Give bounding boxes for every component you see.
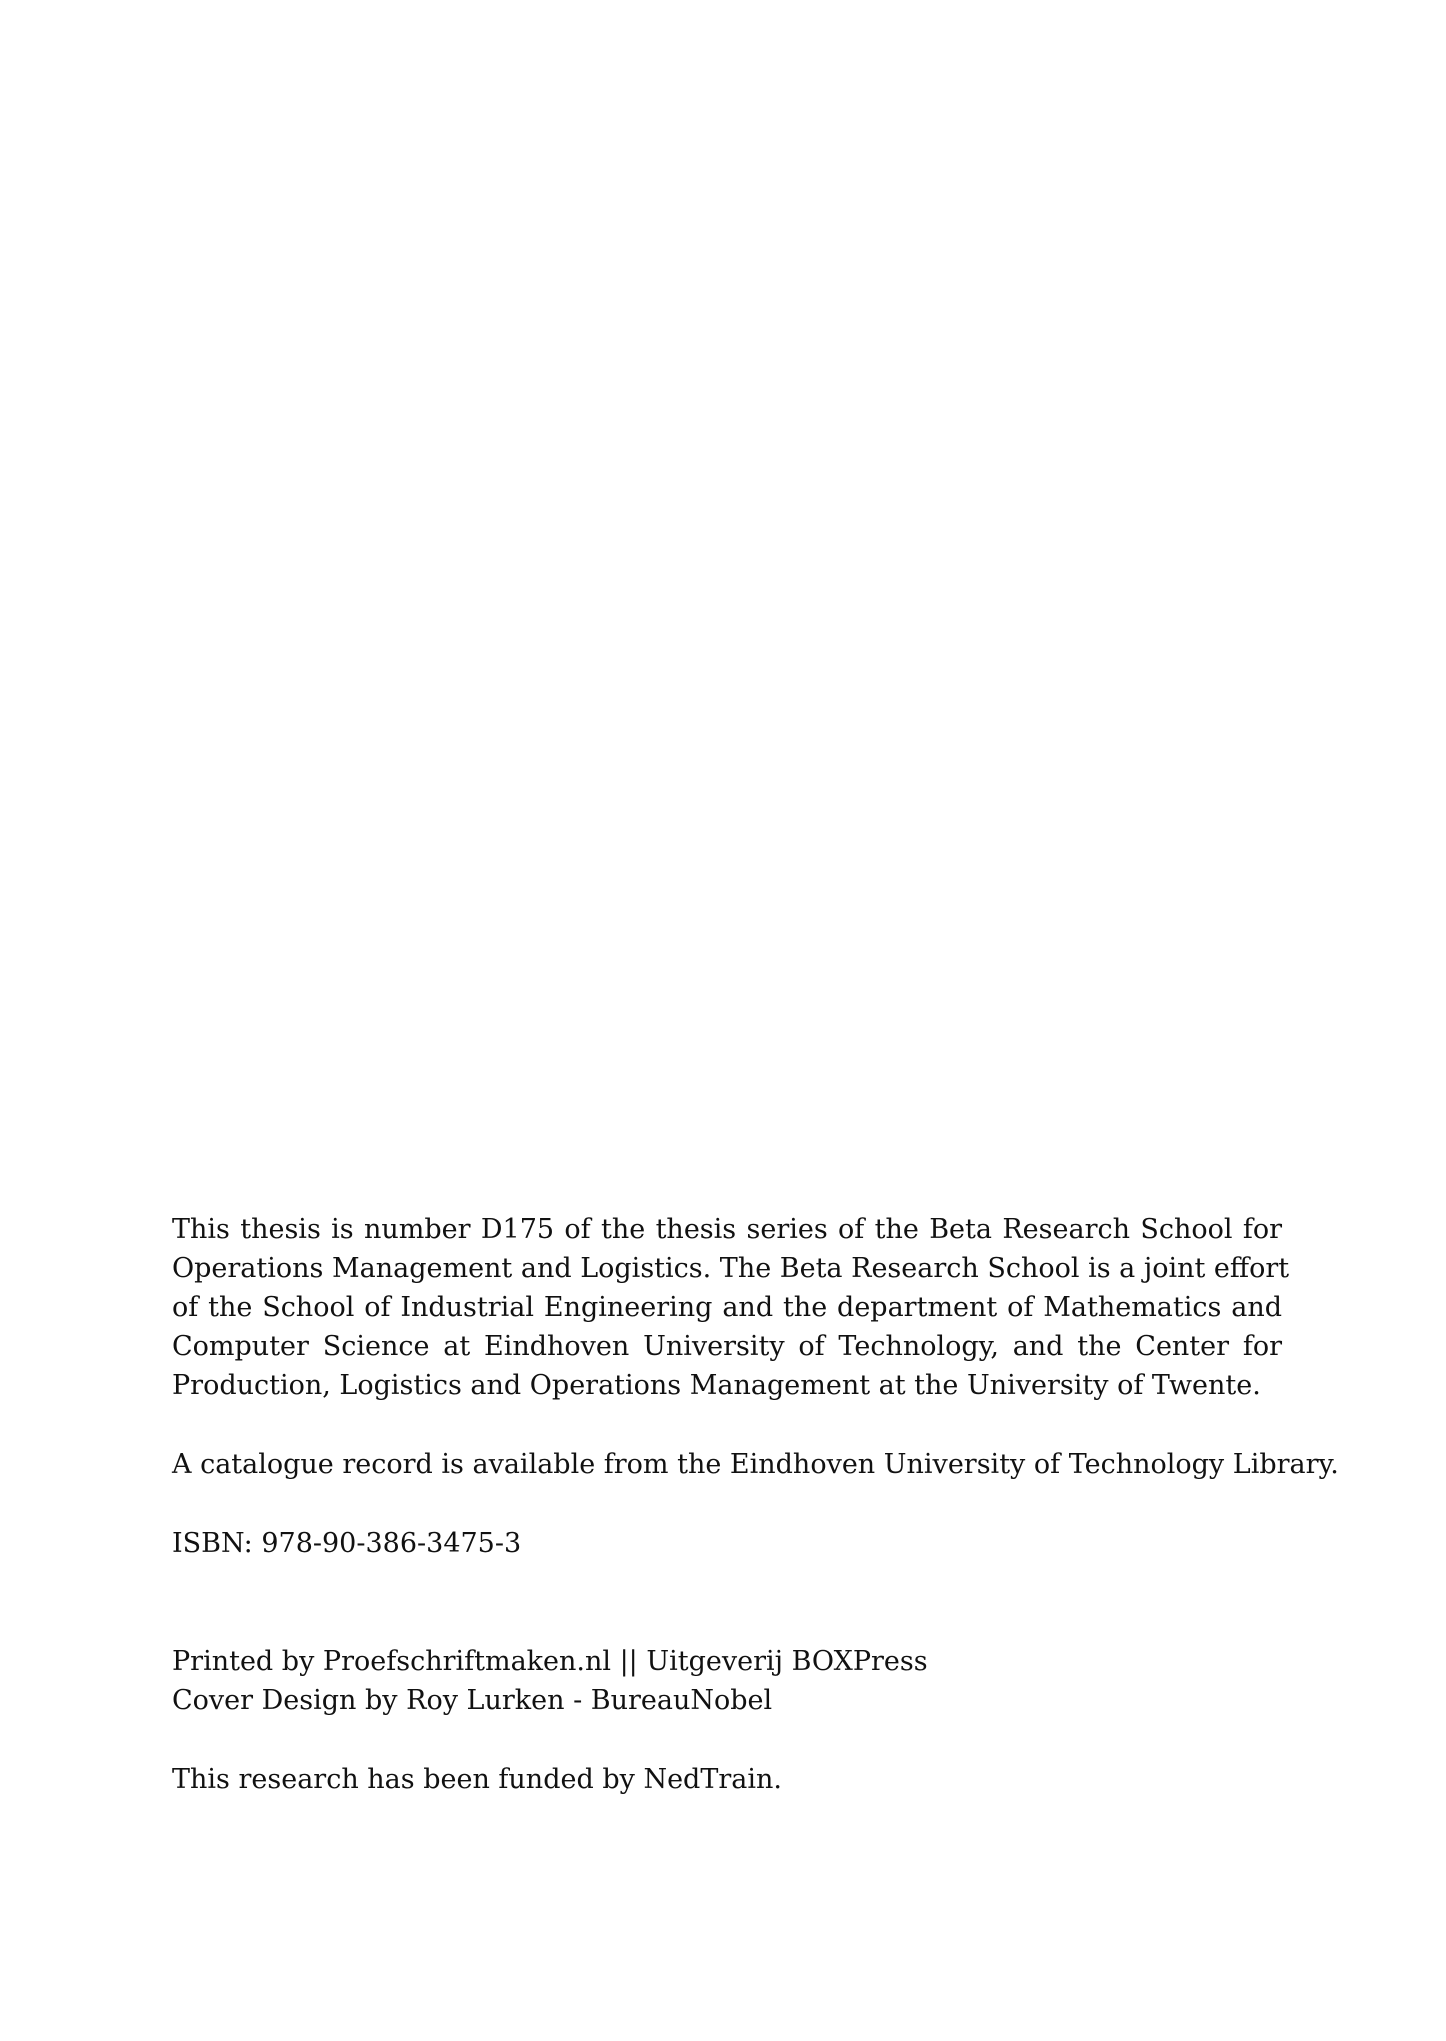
- isbn-text: ISBN: 978-90-386-3475-3: [172, 1528, 522, 1559]
- thesis-series-paragraph: [172, 1210, 1290, 1405]
- funding-text: This research has been funded by NedTrain.: [172, 1764, 782, 1795]
- colophon-block: [172, 1210, 1339, 1799]
- series-line-5: Production, Logistics and Operations Management at the University of Twente.: [172, 1370, 1261, 1401]
- series-line-1: This thesis is number D175 of the thesis series of the Beta Research School for: [172, 1214, 1282, 1245]
- cover-design-text: Cover Design by Roy Lurken - BureauNobel: [172, 1685, 773, 1716]
- series-line-3: of the School of Industrial Engineering and the department of Mathematics and: [172, 1292, 1282, 1323]
- catalogue-record-text: A catalogue record is available from the Eindhoven University of Technology Library.: [172, 1449, 1339, 1480]
- series-line-2: Operations Management and Logistics. The Beta Research School is a joint effort: [172, 1253, 1290, 1284]
- series-line-4: Computer Science at Eindhoven University of Technology, and the Center for: [172, 1331, 1282, 1362]
- printed-by-text: Printed by Proefschriftmaken.nl || Uitgeverij BOXPress: [172, 1646, 928, 1677]
